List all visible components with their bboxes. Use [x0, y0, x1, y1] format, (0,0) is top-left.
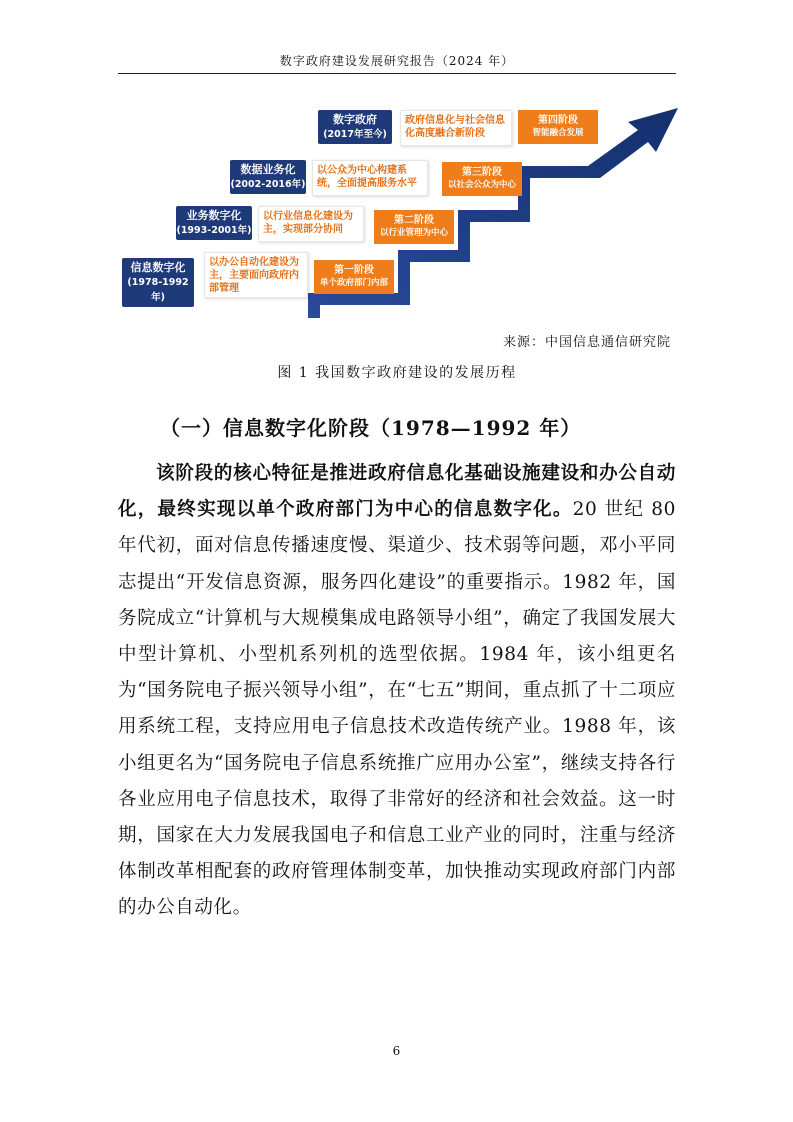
paragraph-rest: 20 世纪 80 年代初，面对信息传播速度慢、渠道少、技术弱等问题，邓小平同志提出“开发信息资源，服务四化建设”的重要指示。1982 年，国务院成立“计算机与大规模集成电路领导小组”，确定了我国发展大中型计算机、小型机系列机的选型依据。1984 年，该小组更名为“国务院电子振兴领导小组”，在“七五”期间，重点抓了十二项应用系统工程，支持应用电子信息技术改造传统产业。1988 年，该小组更名为“国务院电子信息系统推广应用办公室”，继续支持各行各业应用电子信息技术，取得了非常好的经济和社会效益。这一时期，国家在大力发展我国电子和信息工业产业的同时，注重与经济体制改革相配套的政府管理体制变革，加快推动实现政府部门内部的办公自动化。	[118, 499, 676, 919]
section-heading: （一）信息数字化阶段（1978—1992 年）	[160, 416, 582, 440]
stage-box-2	[374, 210, 454, 244]
era-label-3	[230, 160, 306, 194]
era-label-4	[318, 110, 392, 144]
development-figure	[118, 100, 678, 320]
running-header: 数字政府建设发展研究报告（2024 年）	[279, 54, 515, 68]
era-desc-1: 以办公自动化建设为主，主要面向政府内部管理	[204, 252, 308, 298]
era-years: (1993-2001年)	[176, 225, 252, 236]
era-name: 数字政府	[333, 113, 377, 126]
stage-box-1	[314, 260, 394, 294]
era-desc-3: 以公众为中心构建系统，全面提高服务水平	[312, 160, 428, 196]
body-paragraph	[118, 456, 676, 927]
stage-title: 第四阶段	[538, 115, 578, 126]
stage-subtitle: 智能融合发展	[532, 128, 584, 138]
era-label-2	[176, 206, 252, 240]
era-desc-2: 以行业信息化建设为主，实现部分协同	[258, 206, 364, 242]
header-rule	[118, 73, 676, 74]
era-desc-4: 政府信息化与社会信息化高度融合新阶段	[400, 110, 512, 146]
stage-box-3	[442, 162, 522, 196]
figure-source: 来源：中国信息通信研究院	[502, 335, 671, 350]
era-name: 业务数字化	[186, 209, 242, 222]
era-years: (2017年至今)	[323, 129, 387, 140]
era-label-1	[122, 258, 194, 307]
stage-title: 第一阶段	[334, 265, 374, 276]
era-name: 信息数字化	[130, 261, 186, 274]
era-years: (1978-1992年)	[127, 277, 189, 303]
paragraph-lead: 该阶段的核心特征是推进政府信息化基础设施建设和办公自动化，最终实现以单个政府部门为中心的信息数字化。	[118, 463, 676, 521]
page-number: 6	[392, 1044, 401, 1058]
figure-caption: 图 1 我国数字政府建设的发展历程	[277, 365, 517, 381]
stage-subtitle: 以社会公众为中心	[447, 180, 516, 190]
stage-subtitle: 单个政府部门内部	[319, 278, 388, 288]
stage-subtitle: 以行业管理为中心	[379, 228, 448, 238]
era-name: 数据业务化	[240, 163, 296, 176]
stage-box-4	[518, 110, 598, 144]
era-years: (2002-2016年)	[230, 179, 306, 190]
stage-title: 第三阶段	[462, 167, 502, 178]
stage-title: 第二阶段	[394, 215, 434, 226]
